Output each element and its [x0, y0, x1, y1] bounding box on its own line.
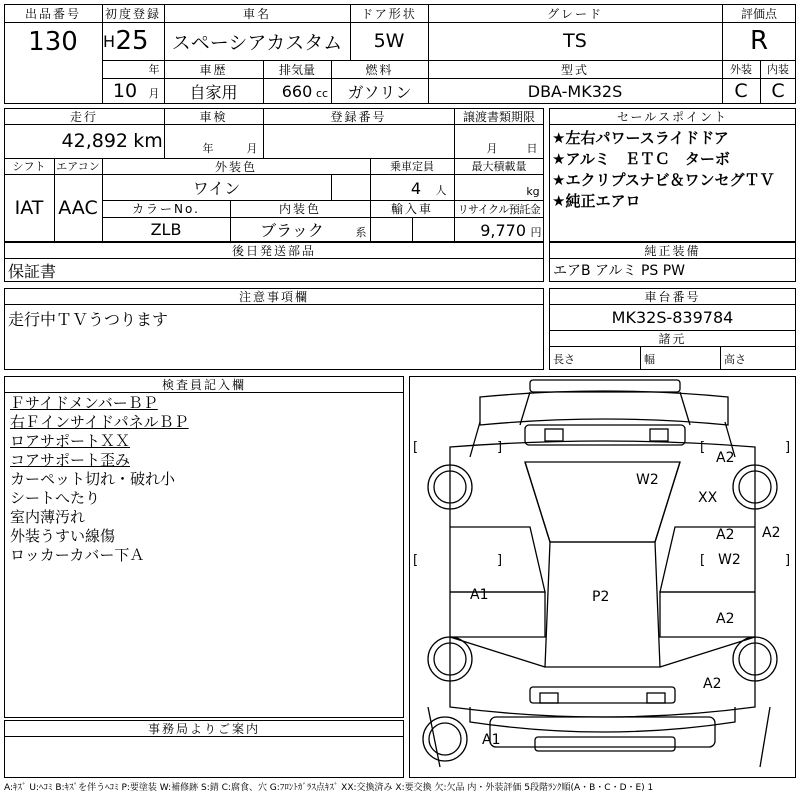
diagram-bracket-left: [	[413, 440, 419, 455]
first-reg-label: 初度登録	[104, 6, 161, 21]
shift-label: シフト	[12, 160, 46, 173]
recycle-label: リサイクル預託金	[457, 202, 541, 216]
inspector-list	[10, 394, 189, 565]
diagram-bracket-right: ]	[785, 440, 791, 455]
month-unit: 月	[148, 87, 160, 100]
damage-mark: A1	[470, 587, 489, 603]
chassis-value: MK32S-839784	[611, 307, 734, 327]
diagram-bracket-left: [	[700, 440, 706, 455]
diagram-bracket-left: [	[700, 553, 706, 568]
month-value: 10	[112, 80, 138, 102]
mileage-unit: km	[133, 130, 163, 152]
mileage-value: 42,892	[61, 130, 128, 152]
damage-mark: W2	[636, 472, 659, 488]
year-value: 25	[115, 26, 149, 56]
sales-point-list	[552, 128, 775, 212]
damage-mark: A2	[762, 525, 781, 541]
inspector-note: ＦサイドメンバーＢＰ	[10, 394, 158, 412]
ext-color-label: 外装色	[214, 159, 257, 174]
color-no-label: カラーNo.	[132, 202, 200, 216]
office-label: 事務局よりご案内	[147, 721, 260, 736]
width-label: 幅	[644, 353, 655, 366]
car-name-label: 車名	[242, 6, 271, 21]
transfer-day-unit: 日	[526, 142, 538, 155]
displacement-label: 排気量	[278, 62, 315, 77]
model-label: 型式	[560, 62, 589, 77]
diagram-bracket-right: ]	[785, 553, 791, 568]
grade-label: グレード	[546, 6, 603, 21]
diagram-bracket-right: ]	[497, 553, 503, 568]
interior-label: 内装	[767, 63, 789, 76]
transfer-month-unit: 月	[486, 142, 498, 155]
max-load-label: 最大積載量	[471, 160, 527, 173]
lot-no-value: 130	[28, 27, 78, 57]
door-label: ドア形状	[361, 6, 417, 21]
displacement-value: 660	[281, 81, 313, 101]
sales-point-item: ★左右パワースライドドア	[552, 129, 729, 147]
eval-label: 評価点	[740, 6, 777, 21]
sales-point-item: ★アルミ ＥＴＣ ターボ	[552, 150, 730, 168]
inspector-label: 検査員記入欄	[161, 377, 246, 392]
history-label: 車歴	[199, 62, 228, 77]
eval-value: R	[749, 26, 769, 56]
damage-mark: W2	[718, 552, 741, 568]
recycle-value: 9,770	[480, 220, 526, 240]
damage-mark: A1	[482, 732, 501, 748]
diagram-bracket-right: ]	[497, 440, 503, 455]
sales-point-item: ★エクリプスナビ＆ワンセグＴＶ	[552, 171, 775, 189]
damage-mark: A2	[716, 611, 735, 627]
max-load-unit: kg	[526, 184, 540, 198]
inspector-note: シートへたり	[10, 489, 101, 507]
later-parts-label: 後日発送部品	[231, 243, 316, 258]
interior-value: C	[771, 80, 785, 102]
history-value: 自家用	[189, 82, 238, 102]
genuine-value: エアB アルミ PS PW	[553, 263, 686, 279]
model-value: DBA-MK32S	[527, 81, 623, 101]
chassis-label: 車台番号	[644, 289, 701, 304]
int-color-value: ブラック	[260, 221, 324, 240]
inspector-note: 右ＦインサイドパネルＢＰ	[10, 413, 189, 431]
exterior-value: C	[734, 80, 748, 102]
length-label: 長さ	[553, 353, 575, 366]
door-value: 5W	[373, 30, 405, 52]
car-name-value: スペーシアカスタム	[171, 31, 343, 54]
damage-mark: A2	[716, 527, 735, 543]
ext-color-value: ワイン	[192, 178, 241, 198]
int-color-label: 内装色	[278, 202, 321, 216]
import-label: 輸入車	[390, 202, 433, 216]
int-color-suffix: 系	[355, 226, 367, 239]
later-parts-value: 保証書	[8, 261, 57, 281]
notes-label: 注意事項欄	[238, 289, 309, 304]
genuine-label: 純正装備	[644, 243, 701, 258]
inspection-month-unit: 月	[246, 142, 258, 155]
lot-no-label: 出品番号	[24, 6, 81, 21]
inspector-note: ロッカーカバー下Ａ	[10, 546, 145, 564]
notes-value: 走行中ＴＶうつります	[8, 309, 169, 329]
capacity-unit: 人	[435, 184, 447, 197]
aircon-label: エアコン	[56, 160, 100, 173]
fuel-label: 燃料	[365, 62, 394, 77]
transfer-label: 譲渡書類期限	[462, 109, 535, 124]
era-value: H	[102, 31, 116, 51]
inspection-label: 車検	[199, 109, 228, 124]
capacity-value: 4	[410, 178, 422, 198]
inspector-note: 外装うすい線傷	[10, 527, 116, 545]
displacement-unit: cc	[315, 86, 329, 100]
damage-mark: P2	[592, 589, 610, 605]
fuel-value: ガソリン	[347, 82, 412, 102]
damage-mark: A2	[716, 450, 735, 466]
sales-point-label: セールスポイント	[617, 109, 728, 124]
specs-label: 諸元	[658, 331, 687, 346]
diagram-bracket-left: [	[413, 553, 419, 568]
grade-value: TS	[563, 30, 587, 52]
color-no-value: ZLB	[150, 220, 182, 239]
inspector-note: 室内薄汚れ	[10, 508, 86, 526]
damage-mark: XX	[698, 490, 718, 506]
recycle-unit: 円	[530, 226, 542, 239]
sales-point-item: ★純正エアロ	[552, 192, 641, 210]
car-outline-diagram	[410, 377, 795, 777]
height-label: 高さ	[724, 353, 746, 366]
legend-text: A:ｷｽﾞ U:ﾍｺﾐ B:ｷｽﾞを伴うﾍｺﾐ P:要塗装 W:補修跡 S:錆 C:腐食、穴 G:ﾌﾛﾝﾄｶﾞﾗｽ点ｷｽﾞ XX:交換済み X:要交換 欠:欠品 内・外装評価 5段階ﾗﾝｸ順(A・B・C・D・E) 1	[4, 783, 654, 793]
inspector-note: カーペット切れ・破れ小	[10, 470, 176, 488]
damage-mark: A2	[703, 676, 722, 692]
inspection-year-unit: 年	[202, 142, 214, 155]
inspector-note: ロアサポートＸＸ	[10, 432, 131, 450]
inspector-note: コアサポート歪み	[10, 451, 131, 469]
aircon-value: AAC	[58, 197, 98, 219]
reg-no-label: 登録番号	[330, 109, 387, 124]
capacity-label: 乗車定員	[390, 160, 434, 173]
shift-value: IAT	[14, 197, 44, 219]
year-unit: 年	[148, 63, 160, 76]
mileage-label: 走行	[69, 109, 98, 124]
exterior-label: 外装	[730, 63, 752, 76]
